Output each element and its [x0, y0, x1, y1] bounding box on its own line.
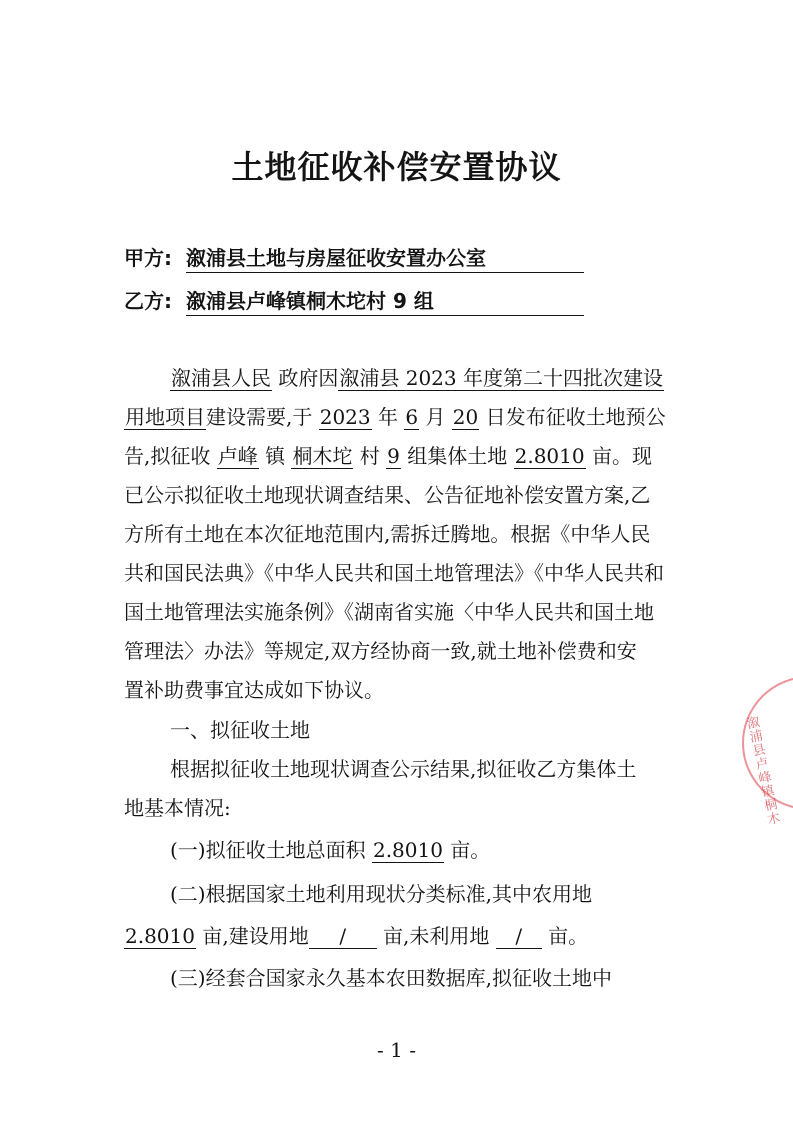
land-area: 2.8010	[514, 444, 585, 468]
construction-land-area: /	[309, 924, 377, 949]
intro-text: 亩。现	[585, 444, 652, 468]
party-a	[124, 242, 584, 273]
intro-project-name: 溆浦县 2023 年度第二十四批次建设	[339, 366, 663, 390]
section-1-heading: 一、拟征收土地	[170, 718, 310, 742]
intro-county-government: 溆浦县人民	[171, 366, 271, 390]
announcement-month: 6	[405, 405, 419, 429]
party-b-label: 乙方:	[124, 289, 172, 313]
section-1-paragraph: 根据拟征收土地现状调查公示结果,拟征收乙方集体土	[170, 757, 637, 781]
intro-text: 政府因	[272, 366, 339, 390]
intro-line: 置补助费事宜达成如下协议。	[124, 678, 384, 702]
intro-line: 已公示拟征收土地现状调查结果、公告征地补偿安置方案,乙	[124, 483, 651, 507]
item-2-text: 亩,建设用地	[195, 924, 309, 948]
intro-line: 管理法〉办法》等规定,双方经协商一致,就土地补偿费和安	[124, 639, 637, 663]
intro-line: 方所有土地在本次征地范围内,需拆迁腾地。根据《中华人民	[124, 522, 651, 546]
intro-text: 月	[419, 405, 452, 429]
intro-text: 建设需要,于	[206, 405, 319, 429]
intro-line: 国土地管理法实施条例》《湖南省实施〈中华人民共和国土地	[124, 600, 654, 624]
intro-text: 组集体土地	[400, 444, 514, 468]
document-title: 土地征收补偿安置协议	[231, 148, 562, 186]
group-number: 9	[387, 444, 400, 468]
agricultural-land-area: 2.8010	[125, 924, 195, 948]
intro-line: 共和国民法典》《中华人民共和国土地管理法》《中华人民共和	[124, 561, 664, 585]
item-1-text: 亩。	[443, 838, 491, 862]
intro-text: 告,拟征收	[124, 444, 217, 468]
page-number: - 1 -	[377, 1038, 416, 1062]
intro-text: 日发布征收土地预公	[479, 405, 666, 429]
announcement-day: 20	[452, 405, 479, 429]
party-a-label: 甲方:	[124, 246, 172, 270]
item-1-area: 2.8010	[372, 838, 443, 862]
item-2-cont	[124, 920, 588, 949]
item-1	[170, 834, 490, 863]
intro-project-name-cont: 用地项目	[125, 405, 205, 429]
unused-land-area: /	[496, 924, 542, 949]
item-2-text: 亩。	[541, 924, 589, 948]
item-1-text: (一)拟征收土地总面积	[170, 838, 372, 862]
intro-text: 村	[353, 444, 387, 468]
party-b	[124, 285, 584, 316]
party-b-value: 溆浦县卢峰镇桐木坨村 9 组	[186, 285, 584, 316]
seal-lettering: 溆浦县卢峰镇桐木	[742, 714, 781, 828]
announcement-year: 2023	[319, 405, 371, 429]
item-2: (二)根据国家土地利用现状分类标准,其中农用地	[170, 882, 592, 906]
item-2-text: 亩,未利用地	[376, 924, 496, 948]
party-a-value: 溆浦县土地与房屋征收安置办公室	[186, 242, 584, 273]
town-name: 卢峰	[217, 444, 258, 468]
intro-text: 镇	[258, 444, 292, 468]
item-3: (三)经套合国家永久基本农田数据库,拟征收土地中	[170, 966, 612, 990]
intro-text: 年	[371, 405, 405, 429]
village-name: 桐木坨	[292, 444, 353, 468]
section-1-paragraph-cont: 地基本情况:	[124, 796, 231, 820]
